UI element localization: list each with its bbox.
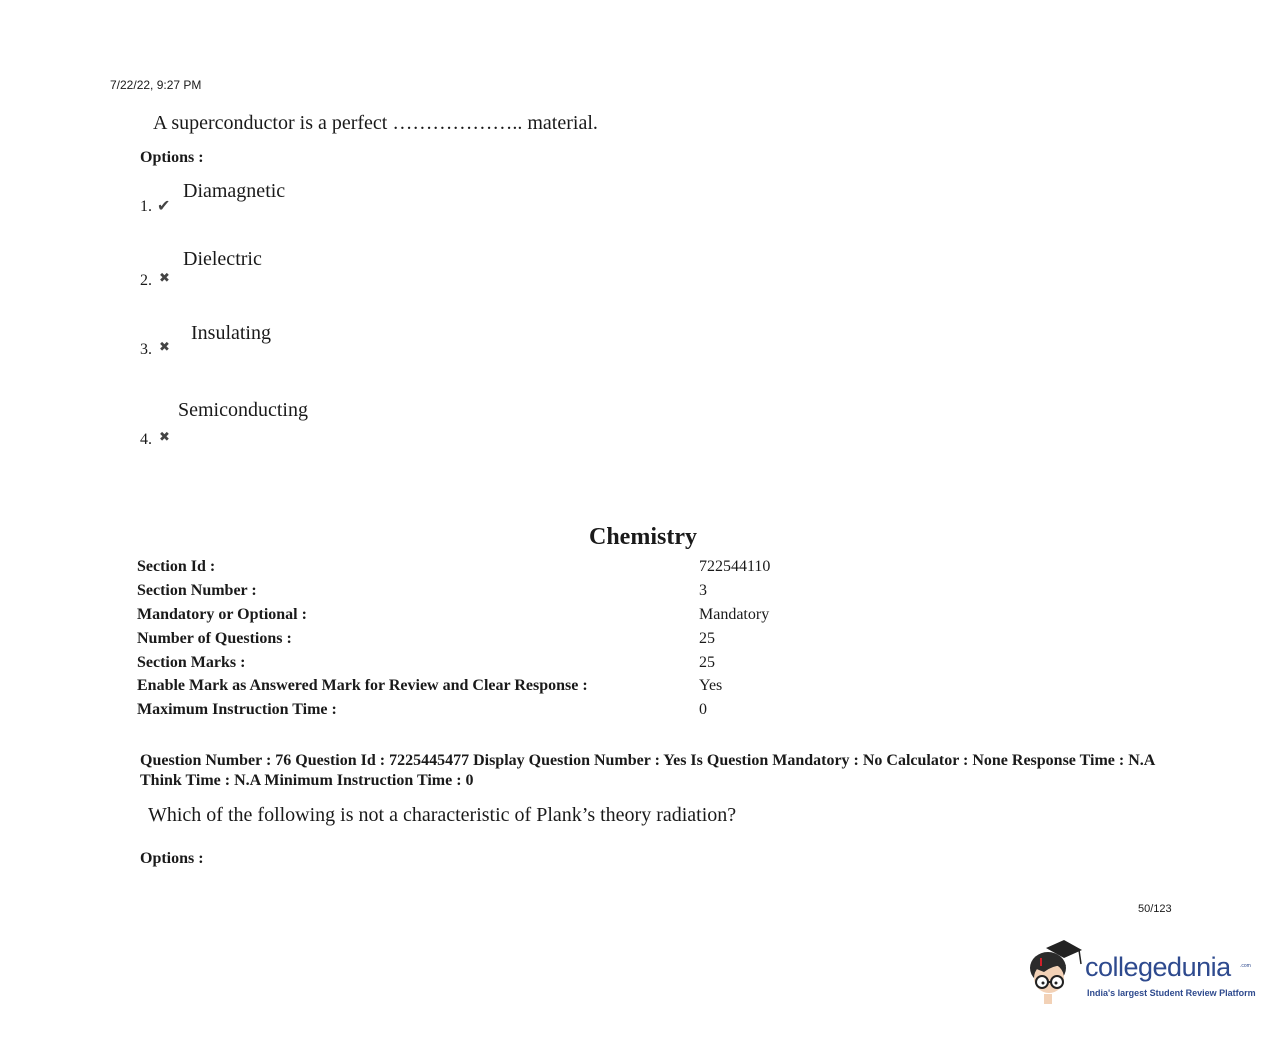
option-number: 1. xyxy=(140,198,152,215)
options-label: Options : xyxy=(140,850,204,867)
cross-icon: ✖ xyxy=(159,429,170,444)
option-label: Dielectric xyxy=(183,248,262,270)
mark-review-label: Enable Mark as Answered Mark for Review and Clear Response : xyxy=(137,677,588,694)
mark-review-value: Yes xyxy=(699,677,723,694)
cross-icon: ✖ xyxy=(159,270,170,285)
section-id-label: Section Id : xyxy=(137,558,216,575)
logo-suffix: .com xyxy=(1240,963,1251,969)
question-text: Which of the following is not a characteristic of Plank’s theory radiation? xyxy=(148,804,737,826)
cross-icon: ✖ xyxy=(159,339,170,354)
mandatory-value: Mandatory xyxy=(699,606,770,623)
logo-wordmark: collegedunia xyxy=(1085,952,1231,982)
section-number-value: 3 xyxy=(699,582,707,599)
option-label: Insulating xyxy=(191,322,271,344)
instruction-time-label: Maximum Instruction Time : xyxy=(137,701,337,718)
section-id-value: 722544110 xyxy=(699,558,771,575)
section-marks-label: Section Marks : xyxy=(137,654,246,671)
option-label: Semiconducting xyxy=(178,399,308,421)
question-text: A superconductor is a perfect ……………….. material. xyxy=(153,112,598,134)
option-number: 3. xyxy=(140,341,152,358)
option-number: 4. xyxy=(140,431,152,448)
question-meta: Question Number : 76 Question Id : 7225445477 Display Question Number : Yes Is Question Mandatory : No Calculator : None Response Time : N.A Think Time : N.A Minimum Instruction Time : 0 xyxy=(140,752,1155,789)
timestamp: 7/22/22, 9:27 PM xyxy=(110,78,202,92)
question-count-label: Number of Questions : xyxy=(137,630,292,647)
options-label: Options : xyxy=(140,149,204,166)
option-label: Diamagnetic xyxy=(183,180,286,202)
mandatory-label: Mandatory or Optional : xyxy=(137,606,307,623)
option-number: 2. xyxy=(140,272,152,289)
instruction-time-value: 0 xyxy=(699,701,707,718)
section-number-label: Section Number : xyxy=(137,582,257,599)
question-count-value: 25 xyxy=(699,630,715,647)
page-number: 50/123 xyxy=(1138,903,1172,915)
section-marks-value: 25 xyxy=(699,654,715,671)
section-title: Chemistry xyxy=(589,524,697,550)
logo-tagline: India's largest Student Review Platform xyxy=(1087,988,1256,998)
check-icon: ✔ xyxy=(157,198,171,215)
